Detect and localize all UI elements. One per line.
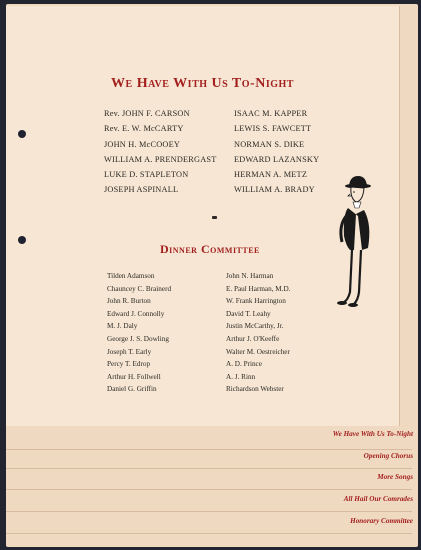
caricature-illustration bbox=[328, 174, 378, 314]
committee-member: A. J. Rinn bbox=[226, 372, 256, 381]
committee-member: Walter M. Oestreicher bbox=[226, 347, 290, 356]
tab-opening-chorus[interactable]: Opening Chorus bbox=[363, 452, 413, 460]
guest-name: NORMAN S. DIKE bbox=[234, 139, 305, 149]
committee-member: Chauncey C. Brainerd bbox=[107, 284, 172, 293]
ink-mark bbox=[212, 216, 217, 219]
guest-name: LUKE D. STAPLETON bbox=[104, 170, 189, 180]
committee-member: Percy T. Edrop bbox=[107, 360, 151, 369]
guest-list-right bbox=[234, 106, 319, 198]
guest-name: WILLIAM A. PRENDERGAST bbox=[104, 154, 217, 164]
main-page bbox=[6, 6, 400, 426]
tab-divider bbox=[6, 511, 412, 512]
committee-member: Daniel G. Griffin bbox=[107, 385, 157, 394]
page-title: We Have With Us To-Night bbox=[111, 76, 294, 91]
guest-name: EDWARD LAZANSKY bbox=[234, 154, 320, 164]
committee-member: M. J. Daly bbox=[107, 322, 138, 331]
guest-name: LEWIS S. FAWCETT bbox=[234, 124, 312, 134]
committee-member: George J. S. Dowling bbox=[107, 334, 169, 343]
committee-member: E. Paul Harman, M.D. bbox=[226, 284, 291, 293]
tab-divider bbox=[6, 489, 412, 490]
committee-member: Edward J. Connolly bbox=[107, 309, 165, 318]
tab-we-have-with-us[interactable]: We Have With Us To-Night bbox=[332, 430, 413, 438]
guest-name: WILLIAM A. BRADY bbox=[234, 185, 315, 195]
tab-divider bbox=[6, 533, 412, 534]
committee-member: W. Frank Harrington bbox=[226, 297, 286, 306]
committee-member: Justin McCarthy, Jr. bbox=[226, 322, 284, 331]
tab-honorary-committee[interactable]: Honorary Committee bbox=[350, 517, 413, 525]
guest-name: JOHN H. McCOOEY bbox=[104, 139, 181, 149]
tab-all-hail[interactable]: All Hail Our Comrades bbox=[343, 495, 413, 503]
committee-member: A. D. Prince bbox=[226, 360, 262, 369]
committee-member: Arthur J. O'Keeffe bbox=[226, 334, 280, 343]
guest-name: Rev. JOHN F. CARSON bbox=[104, 109, 190, 118]
committee-member: John R. Burton bbox=[107, 297, 151, 306]
committee-member: Richardson Webster bbox=[226, 385, 284, 394]
binder-hole bbox=[18, 130, 26, 138]
committee-member: Joseph T. Early bbox=[107, 347, 152, 356]
committee-member: John N. Harman bbox=[226, 272, 274, 280]
tab-divider bbox=[6, 468, 412, 469]
committee-list-left bbox=[107, 270, 171, 396]
binder-hole bbox=[18, 236, 26, 244]
committee-member: Arthur H. Follwell bbox=[107, 372, 161, 381]
committee-list-right bbox=[226, 270, 290, 396]
guest-name: JOSEPH ASPINALL bbox=[104, 185, 179, 195]
committee-member: Tilden Adamson bbox=[107, 272, 155, 280]
guest-name: ISAAC M. KAPPER bbox=[234, 109, 308, 118]
guest-name: HERMAN A. METZ bbox=[234, 170, 308, 180]
guest-name: Rev. E. W. McCARTY bbox=[104, 124, 184, 134]
committee-heading: Dinner Committee bbox=[160, 242, 260, 256]
guest-list-left bbox=[104, 106, 217, 198]
committee-member: David T. Leahy bbox=[226, 309, 271, 318]
tab-more-songs[interactable]: More Songs bbox=[377, 473, 413, 481]
tab-divider bbox=[6, 449, 412, 450]
